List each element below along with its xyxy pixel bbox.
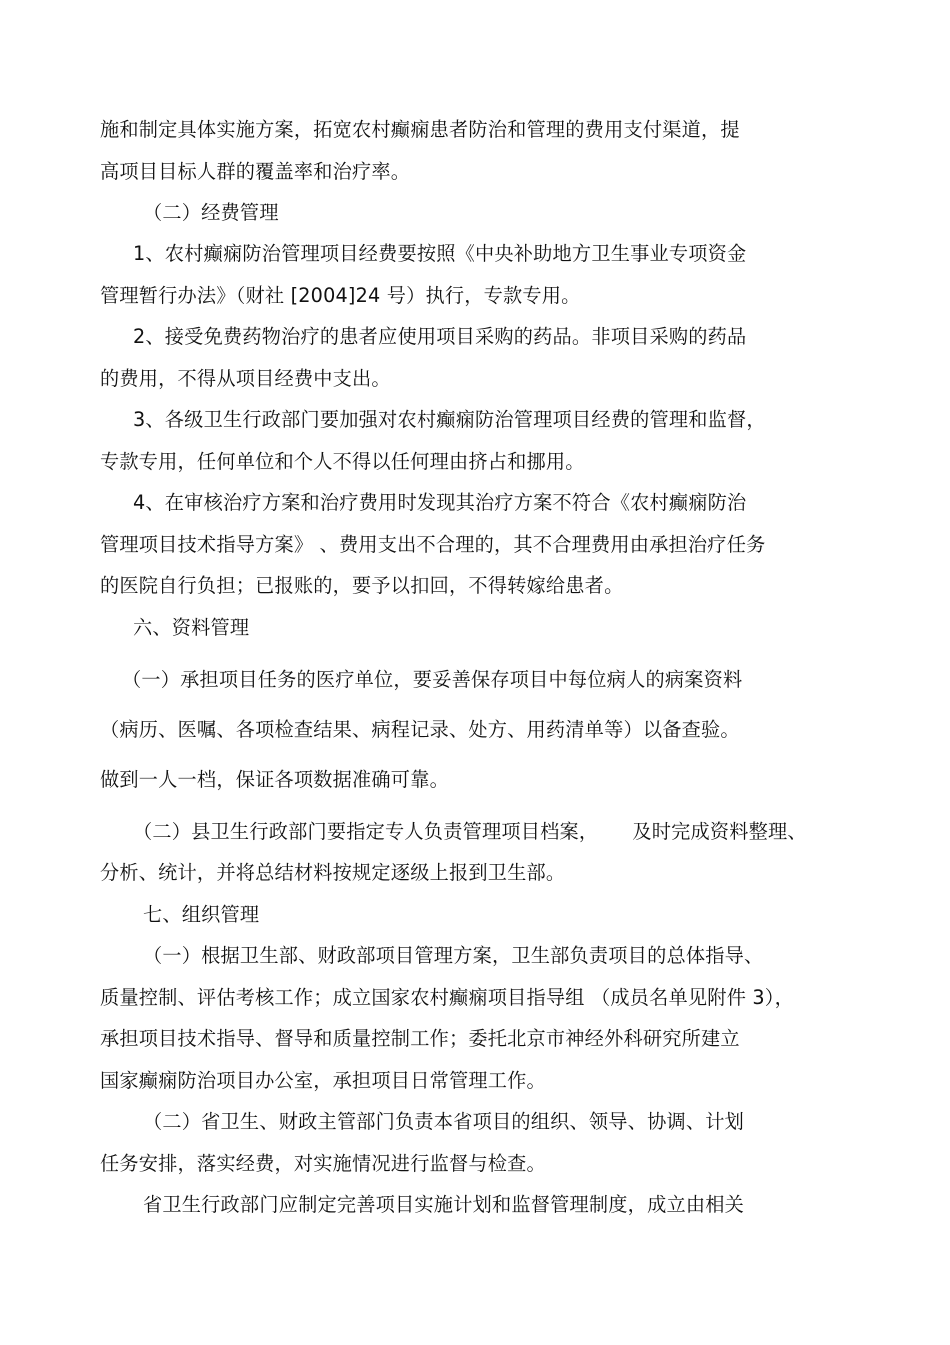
- text-segment: 及时完成资料整理、: [632, 820, 807, 843]
- text-line: 任务安排，落实经费，对实施情况进行监督与检查。: [100, 1152, 546, 1175]
- text-line: 省卫生行政部门应制定完善项目实施计划和监督管理制度，成立由相关: [143, 1193, 745, 1216]
- text-line: 国家癫痫防治项目办公室，承担项目日常管理工作。: [100, 1069, 546, 1092]
- text-line: 做到一人一档，保证各项数据准确可靠。: [100, 768, 449, 791]
- text-line: 施和制定具体实施方案，拓宽农村癫痫患者防治和管理的费用支付渠道，提: [100, 118, 740, 141]
- section-heading: （二）经费管理: [143, 201, 279, 224]
- text-line: 4、在审核治疗方案和治疗费用时发现其治疗方案不符合《农村癫痫防治: [133, 491, 747, 514]
- text-line: （二）省卫生、财政主管部门负责本省项目的组织、领导、协调、计划: [143, 1110, 745, 1133]
- text-line: 的医院自行负担；已报账的，要予以扣回，不得转嫁给患者。: [100, 574, 624, 597]
- text-line: （病历、医嘱、各项检查结果、病程记录、处方、用药清单等）以备查验。: [100, 718, 740, 741]
- text-line: 管理项目技术指导方案》 、费用支出不合理的，其不合理费用由承担治疗任务: [100, 533, 766, 556]
- section-heading: 六、资料管理: [133, 616, 250, 639]
- text-line: 管理暂行办法》（财社 [2004]24 号）执行，专款专用。: [100, 284, 581, 307]
- text-line: 2、接受免费药物治疗的患者应使用项目采购的药品。非项目采购的药品: [133, 325, 747, 348]
- text-line: 1、农村癫痫防治管理项目经费要按照《中央补助地方卫生事业专项资金: [133, 242, 747, 265]
- text-line: 质量控制、评估考核工作；成立国家农村癫痫项目指导组 （成员名单见附件 3），: [100, 986, 794, 1009]
- text-line: 高项目目标人群的覆盖率和治疗率。: [100, 160, 411, 183]
- text-line: 承担项目技术指导、督导和质量控制工作；委托北京市神经外科研究所建立: [100, 1027, 740, 1050]
- section-heading: 七、组织管理: [143, 903, 260, 926]
- text-line: 3、各级卫生行政部门要加强对农村癫痫防治管理项目经费的管理和监督，: [133, 408, 766, 431]
- text-segment: （二）县卫生行政部门要指定专人负责管理项目档案，: [133, 820, 599, 843]
- text-line: （一）承担项目任务的医疗单位，要妥善保存项目中每位病人的病案资料: [122, 668, 743, 691]
- text-line: （一）根据卫生部、财政部项目管理方案，卫生部负责项目的总体指导、: [143, 944, 764, 967]
- text-line: 专款专用，任何单位和个人不得以任何理由挤占和挪用。: [100, 450, 585, 473]
- text-line: [133, 819, 807, 845]
- text-line: 的费用，不得从项目经费中支出。: [100, 367, 391, 390]
- text-line: 分析、统计，并将总结材料按规定逐级上报到卫生部。: [100, 861, 566, 884]
